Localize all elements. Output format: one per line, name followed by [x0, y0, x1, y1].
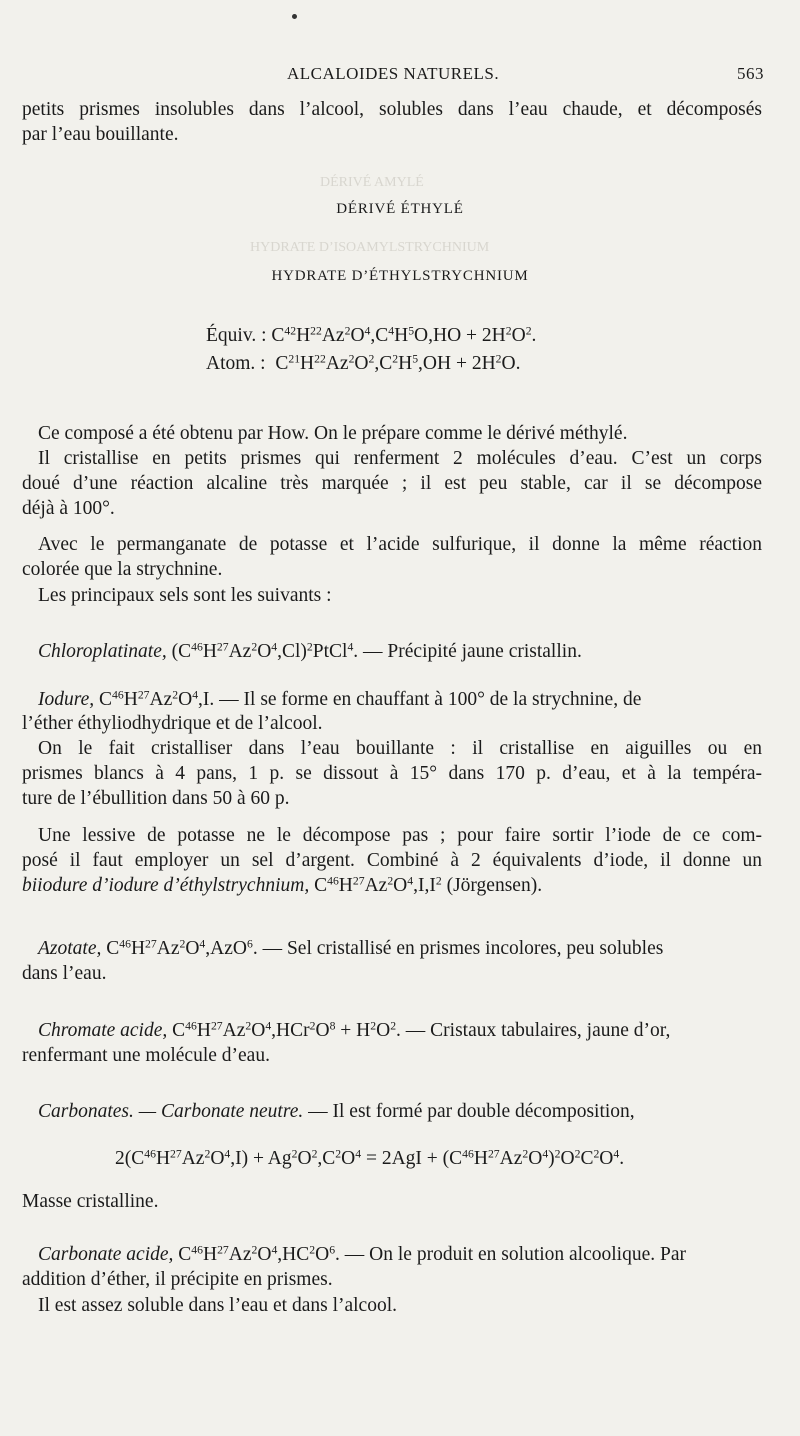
paragraph-line: Masse cristalline. [22, 1191, 159, 1212]
show-through: DÉRIVÉ AMYLÉ [320, 175, 424, 190]
intro-line: par l’eau bouillante. [22, 124, 179, 145]
paragraph-line: Il est assez soluble dans l’eau et dans l’alcool. [38, 1295, 398, 1316]
salt-name: Carbonates. — [38, 1101, 157, 1122]
show-through: HYDRATE D’ISOAMYLSTRYCHNIUM [250, 240, 490, 255]
paragraph-line: addition d’éther, il précipite en prismes. [22, 1269, 333, 1290]
paragraph-line: Ce composé a été obtenu par How. On le prépare comme le dérivé méthylé. [38, 423, 628, 444]
section-title: DÉRIVÉ ÉTHYLÉ [336, 201, 464, 217]
paragraph-line: prismes blancs à 4 pans, 1 p. se dissout à 15° dans 170 p. d’eau, et à la tempéra- [22, 763, 762, 784]
paragraph-line: colorée que la strychnine. [22, 559, 223, 580]
salt-name: Chromate acide, [38, 1020, 168, 1041]
salt-name: biiodure d’iodure d’éthylstrychnium, [22, 875, 310, 896]
equiv-label: Équiv. : [206, 325, 267, 346]
salt-description: — Il se forme en chauffant à 100° de la strychnine, de [219, 689, 642, 710]
salt-iodure: Iodure, $C^{46}H^{27}Az^2O^4,I$. — Il se forme en chauffant à 100° de la strychnine, de [38, 688, 642, 710]
salt-name: Carbonate acide, [38, 1244, 174, 1265]
reaction-equation: $2(C^{46}H^{27}Az^2O^4,I) + Ag^2O^2,C^2O^4 = 2AgI + (C^{46}H^{27}Az^2O^4)^2O^2C^2O^4$. [115, 1147, 625, 1169]
ink-dot [292, 14, 297, 19]
salt-description: — Précipité jaune cristallin. [363, 641, 582, 662]
salt-description: — On le produit en solution alcoolique. Par [344, 1244, 686, 1265]
paragraph-line: Les principaux sels sont les suivants : [38, 585, 332, 606]
atom-label: Atom. : [206, 353, 266, 374]
paragraph-line: Avec le permanganate de potasse et l’acide sulfurique, il donne la même réaction [38, 534, 762, 555]
salt-name: Chloroplatinate, [38, 641, 167, 662]
salt-carbonate-acide: Carbonate acide, $C^{46}H^{27}Az^2O^4,HC^2O^6$. — On le produit en solution alcoolique. Par [38, 1243, 686, 1265]
salt-name: Iodure, [38, 689, 95, 710]
formula-equiv: Équiv. : $C^{42}H^{22}Az^2O^4,C^4H^5O,HO + 2H^2O^2$. [206, 324, 537, 346]
paragraph-line: Une lessive de potasse ne le décompose pas ; pour faire sortir l’iode de ce com- [38, 825, 762, 846]
salt-chloroplatinate: Chloroplatinate, $(C^{46}H^{27}Az^2O^4,Cl)^2PtCl^4$. — Précipité jaune cristallin. [38, 640, 582, 662]
paragraph-line: dans l’eau. [22, 963, 107, 984]
paragraph-line: Il cristallise en petits prismes qui renferment 2 molécules d’eau. C’est un corps [38, 448, 762, 469]
salt-subname: Carbonate neutre. [160, 1101, 304, 1122]
paragraph-line: doué d’une réaction alcaline très marquée ; il est peu stable, car il se décompose [22, 473, 762, 494]
page-number: 563 [737, 64, 764, 83]
paragraph-line: On le fait cristalliser dans l’eau bouillante : il cristallise en aiguilles ou en [38, 738, 762, 759]
salt-description: — Il est formé par double décomposition, [308, 1101, 635, 1122]
salt-azotate: Azotate, $C^{46}H^{27}Az^2O^4,AzO^6$. — Sel cristallisé en prismes incolores, peu solubles [38, 937, 664, 959]
salt-description: — Sel cristallisé en prismes incolores, peu solubles [262, 938, 664, 959]
intro-line: petits prismes insolubles dans l’alcool, solubles dans l’eau chaude, et décomposés [22, 99, 762, 120]
formula-atom: Atom. : $C^{21}H^{22}Az^2O^2,C^2H^5,OH + 2H^2O$. [206, 352, 521, 374]
biiodure-line: biiodure d’iodure d’éthylstrychnium, $C^{46}H^{27}Az^2O^4,I,I^2$ (Jörgensen). [22, 874, 543, 896]
paragraph-line: l’éther éthyliodhydrique et de l’alcool. [22, 713, 323, 734]
salt-chromate: Chromate acide, $C^{46}H^{27}Az^2O^4,HCr^2O^8 + H^2O^2$. — Cristaux tabulaires, jaune d’or, [38, 1019, 671, 1041]
paragraph-line: ture de l’ébullition dans 50 à 60 p. [22, 788, 290, 809]
salt-name: Azotate, [38, 938, 102, 959]
section-subtitle: HYDRATE D’ÉTHYLSTRYCHNIUM [271, 268, 529, 284]
paragraph-line: renfermant une molécule d’eau. [22, 1045, 270, 1066]
paragraph-line: posé il faut employer un sel d’argent. Combiné à 2 équivalents d’iode, il donne un [22, 850, 762, 871]
paragraph-line: déjà à 100°. [22, 498, 115, 519]
running-header: ALCALOIDES NATURELS. [287, 64, 500, 83]
salt-carbonates [38, 1100, 762, 1124]
citation: (Jörgensen). [446, 875, 543, 896]
salt-description: — Cristaux tabulaires, jaune d’or, [405, 1020, 671, 1041]
